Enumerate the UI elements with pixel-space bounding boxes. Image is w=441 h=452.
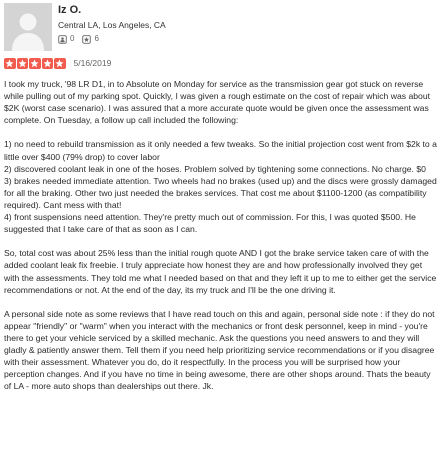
review-paragraph: A personal side note as some reviews that I have read touch on this and again, personal side note : if they do not appear "friendly" or "warm" when you interact with the mechanics or front desk personnel, keep in mind - you're there to get your vehicle serviced by a skilled mechanic. Ask the questions you need answers to and they will gladly & patiently answer them. Tell them if you need help prioritizing service recommendations or if you disagree with their assessment. Whatever you do, do it respectfully. In the process you will be surprised how your perception changes. And if you have no time in being awesome, there are other shops around. Thats the beauty of LA - more auto shops than dealerships out there. Jk. <box>4 308 435 392</box>
star-icon <box>42 58 54 70</box>
user-name[interactable]: Iz O. <box>58 4 82 16</box>
review-paragraph: So, total cost was about 25% less than the initial rough quote AND I got the brake service taken care of with the added coolant leak fix freebie. I truly appreciate how honest they are and how professionally involved they get with the assessments. They told me what I needed based on that and they left it up to me to either get the service recommendations or not. At the end of the day, its my truck and I'll be the one driving it. <box>4 248 437 295</box>
reviews-icon <box>82 35 91 44</box>
rating-row <box>4 57 111 70</box>
reviews-stat <box>82 33 98 45</box>
star-icon <box>17 58 29 70</box>
user-location: Central LA, Los Angeles, CA <box>58 20 166 30</box>
friends-stat <box>58 33 74 45</box>
star-rating <box>4 58 66 70</box>
review-text <box>4 78 437 392</box>
avatar[interactable] <box>4 3 52 51</box>
user-info <box>58 4 166 45</box>
star-icon <box>4 58 16 70</box>
review-date: 5/16/2019 <box>73 58 112 68</box>
star-icon <box>29 58 41 70</box>
review-paragraph: I took my truck, '98 LR D1, in to Absolute on Monday for service as the transmission gear got stuck on reverse while pulling out of my parking spot. Quickly, I was given a rough estimate on the cost of repair which was about $2K (worst case scenario). I was assured that a more accurate quote would be given once the assessment was complete. On Tuesday, a follow up call included the following: <box>4 79 431 126</box>
friends-count: 0 <box>70 34 75 43</box>
user-stats <box>58 33 166 45</box>
star-icon <box>54 58 66 70</box>
friends-icon <box>58 35 67 44</box>
default-avatar-icon <box>4 3 52 51</box>
reviews-count: 6 <box>94 34 99 43</box>
review-header <box>4 3 437 51</box>
review-paragraph: 1) no need to rebuild transmission as it only needed a few tweaks. So the initial projection cost went from $2k to a little over $400 (79% drop) to cover labor 2) discovered coolant leak in one of the hoses. Problem solved by tightening some connections. No charge. $0 3) brakes needed immediate attention. Two wheels had no brakes (used up) and the discs were grossly damaged for all the braking. Other two just needed the brakes services. That cost me about $1100-1200 (as compatibility required). Cant mess with that! 4) front suspensions need attention. They're pretty much out of commission. For this, I was quoted $500. He suggested that I take care of that as soon as I can. <box>4 139 437 235</box>
